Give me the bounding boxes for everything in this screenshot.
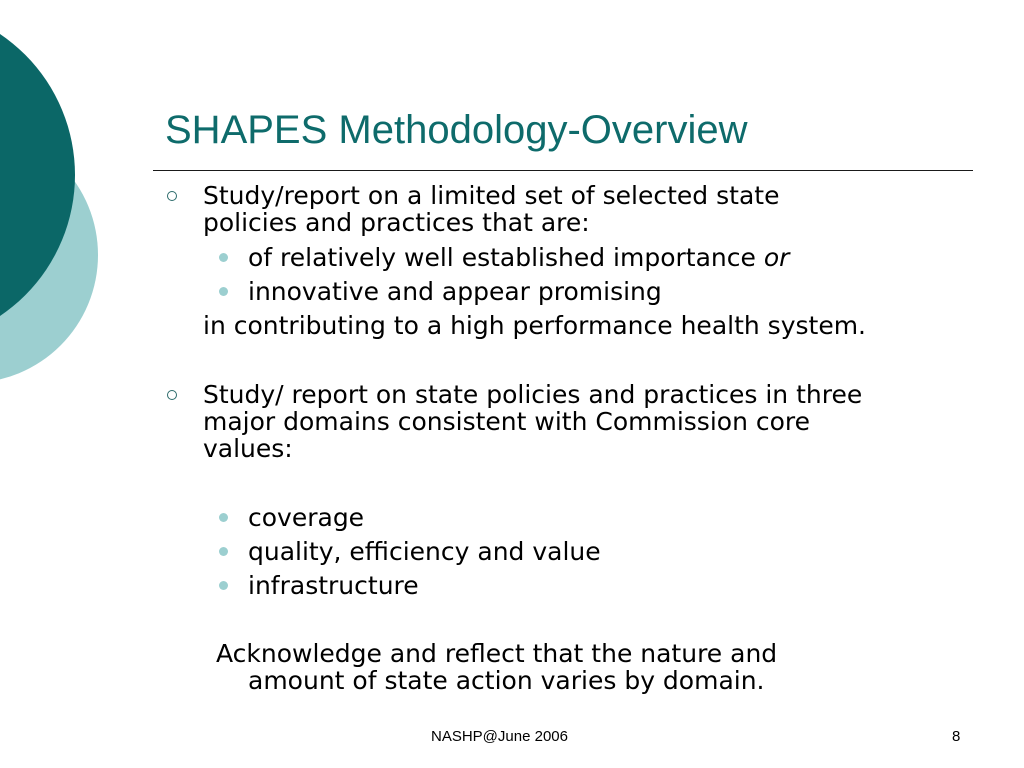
- hollow-circle-icon: [167, 390, 177, 400]
- page-number: 8: [952, 728, 961, 745]
- closing-line-2: amount of state action varies by domain.: [248, 666, 765, 695]
- sub-bullet-1-2: innovative and appear promising: [248, 277, 662, 306]
- sub-bullet-1-1: [248, 244, 789, 271]
- sub-bullet-dot-icon: [219, 581, 228, 590]
- sub-bullet-text: of relatively well established importance: [248, 243, 764, 272]
- sub-bullet-dot-icon: [219, 547, 228, 556]
- bullet-2-line-1: Study/ report on state policies and practices in three: [203, 380, 863, 409]
- bullet-1-trailing-text: in contributing to a high performance health system.: [203, 311, 867, 340]
- bullet-2-line-2: major domains consistent with Commission core: [203, 407, 811, 436]
- title-divider: [153, 170, 973, 171]
- sub-bullet-2-2: quality, efficiency and value: [248, 537, 601, 566]
- hollow-circle-icon: [167, 191, 177, 201]
- slide-title: SHAPES Methodology-Overview: [165, 108, 748, 152]
- bullet-2-line-3: values:: [203, 434, 293, 463]
- sub-bullet-emphasis: or: [763, 243, 790, 272]
- footer-text: NASHP@June 2006: [431, 728, 568, 745]
- bullet-1-line-1: Study/report on a limited set of selected state: [203, 181, 780, 210]
- sub-bullet-dot-icon: [219, 513, 228, 522]
- sub-bullet-2-1: coverage: [248, 503, 365, 532]
- sub-bullet-2-3: infrastructure: [248, 571, 419, 600]
- decorative-circles: [0, 0, 110, 420]
- closing-line-1: Acknowledge and reflect that the nature and: [216, 639, 778, 668]
- sub-bullet-dot-icon: [219, 253, 228, 262]
- bullet-1-line-2: policies and practices that are:: [203, 208, 590, 237]
- sub-bullet-dot-icon: [219, 287, 228, 296]
